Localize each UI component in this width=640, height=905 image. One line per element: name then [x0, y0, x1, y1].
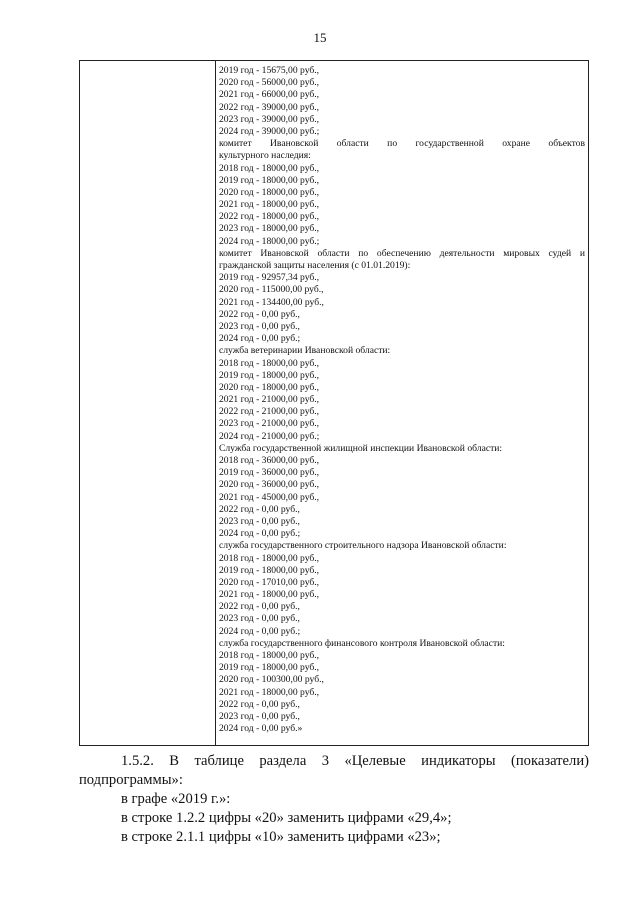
table-line: 2022 год - 18000,00 руб., [219, 211, 320, 223]
table-line: 2019 год - 36000,00 руб., [219, 467, 320, 479]
table-line: 2021 год - 18000,00 руб., [219, 589, 320, 601]
table-line: 2024 год - 0,00 руб.; [219, 528, 301, 540]
table-line: комитет Ивановской области по государственной охране объектов [219, 138, 585, 150]
table-line: 2024 год - 0,00 руб.» [219, 723, 303, 735]
table-line: 2018 год - 36000,00 руб., [219, 455, 320, 466]
table-line: служба государственного строительного надзора Ивановской области: [219, 540, 507, 552]
table-line: 2019 год - 18000,00 руб., [219, 369, 320, 381]
table-line: 2021 год - 45000,00 руб., [219, 491, 320, 503]
body-text [79, 752, 589, 847]
table-line: 2022 год - 0,00 руб., [219, 601, 300, 613]
table-line: 2022 год - 0,00 руб., [219, 698, 300, 710]
table-line: 2021 год - 21000,00 руб., [219, 394, 320, 406]
table-line: 2018 год - 18000,00 руб., [219, 552, 320, 564]
table-line: 2021 год - 18000,00 руб., [219, 686, 320, 698]
table-line: 2019 год - 18000,00 руб., [219, 662, 320, 674]
table-line: 2024 год - 18000,00 руб.; [219, 235, 320, 247]
table-line: 2019 год - 15675,00 руб., [219, 65, 320, 76]
table-line: 2021 год - 134400,00 руб., [219, 296, 324, 308]
table-line: 2020 год - 115000,00 руб., [219, 284, 324, 296]
paragraph-section-heading: 1.5.2. В таблице раздела 3 «Целевые индикаторы (показатели) [121, 753, 589, 769]
table-line: 2021 год - 66000,00 руб., [219, 89, 320, 101]
table-line: 2024 год - 0,00 руб.; [219, 625, 301, 637]
table-line: служба государственного финансового контроля Ивановской области: [219, 637, 505, 649]
table-line: 2022 год - 0,00 руб., [219, 308, 300, 320]
table-line: 2019 год - 18000,00 руб., [219, 174, 320, 186]
table-line: гражданской защиты населения (с 01.01.2019): [219, 260, 411, 271]
table-line: 2018 год - 18000,00 руб., [219, 162, 320, 174]
table-line: 2023 год - 21000,00 руб., [219, 418, 320, 430]
table-line: 2020 год - 18000,00 руб., [219, 381, 320, 393]
table-line: 2023 год - 0,00 руб., [219, 515, 300, 527]
table-line: культурного наследия: [219, 150, 311, 162]
table-line: 2020 год - 100300,00 руб., [219, 674, 324, 686]
page-number: 15 [313, 30, 327, 45]
table-line: 2024 год - 0,00 руб.; [219, 333, 301, 345]
paragraph-column-2019: в графе «2019 г.»: [121, 791, 231, 807]
table-line: 2022 год - 0,00 руб., [219, 503, 300, 515]
table-line: 2020 год - 56000,00 руб., [219, 77, 320, 89]
table-line: служба ветеринарии Ивановской области: [219, 345, 391, 357]
table-line: 2023 год - 39000,00 руб., [219, 113, 320, 125]
table-line: 2023 год - 18000,00 руб., [219, 223, 320, 235]
table-line: 2023 год - 0,00 руб., [219, 613, 300, 625]
funding-table [79, 60, 589, 746]
table-line: 2019 год - 92957,34 руб., [219, 272, 320, 284]
table-line: 2024 год - 21000,00 руб.; [219, 430, 320, 442]
table-line: 2021 год - 18000,00 руб., [219, 199, 320, 211]
funding-table-content-cell [219, 65, 585, 735]
paragraph-row-1-2-2: в строке 1.2.2 цифры «20» заменить цифрами «29,4»; [121, 810, 452, 826]
table-line: комитет Ивановской области по обеспечению деятельности мировых судей и [219, 247, 585, 259]
table-line: 2020 год - 36000,00 руб., [219, 479, 320, 491]
table-line: Служба государственной жилищной инспекции Ивановской области: [219, 442, 503, 454]
table-line: 2020 год - 18000,00 руб., [219, 186, 320, 198]
table-line: 2024 год - 39000,00 руб.; [219, 125, 320, 137]
table-line: 2023 год - 0,00 руб., [219, 710, 300, 722]
table-line: 2018 год - 18000,00 руб., [219, 357, 320, 369]
table-line: 2019 год - 18000,00 руб., [219, 564, 320, 576]
paragraph-section-heading-continuation: подпрограммы»: [79, 772, 183, 788]
table-line: 2022 год - 21000,00 руб., [219, 406, 320, 418]
table-line: 2022 год - 39000,00 руб., [219, 101, 320, 113]
column-divider [215, 61, 216, 745]
paragraph-row-2-1-1: в строке 2.1.1 цифры «10» заменить цифрами «23»; [121, 829, 441, 845]
table-line: 2023 год - 0,00 руб., [219, 320, 300, 332]
table-line: 2020 год - 17010,00 руб., [219, 576, 320, 588]
table-line: 2018 год - 18000,00 руб., [219, 650, 320, 661]
